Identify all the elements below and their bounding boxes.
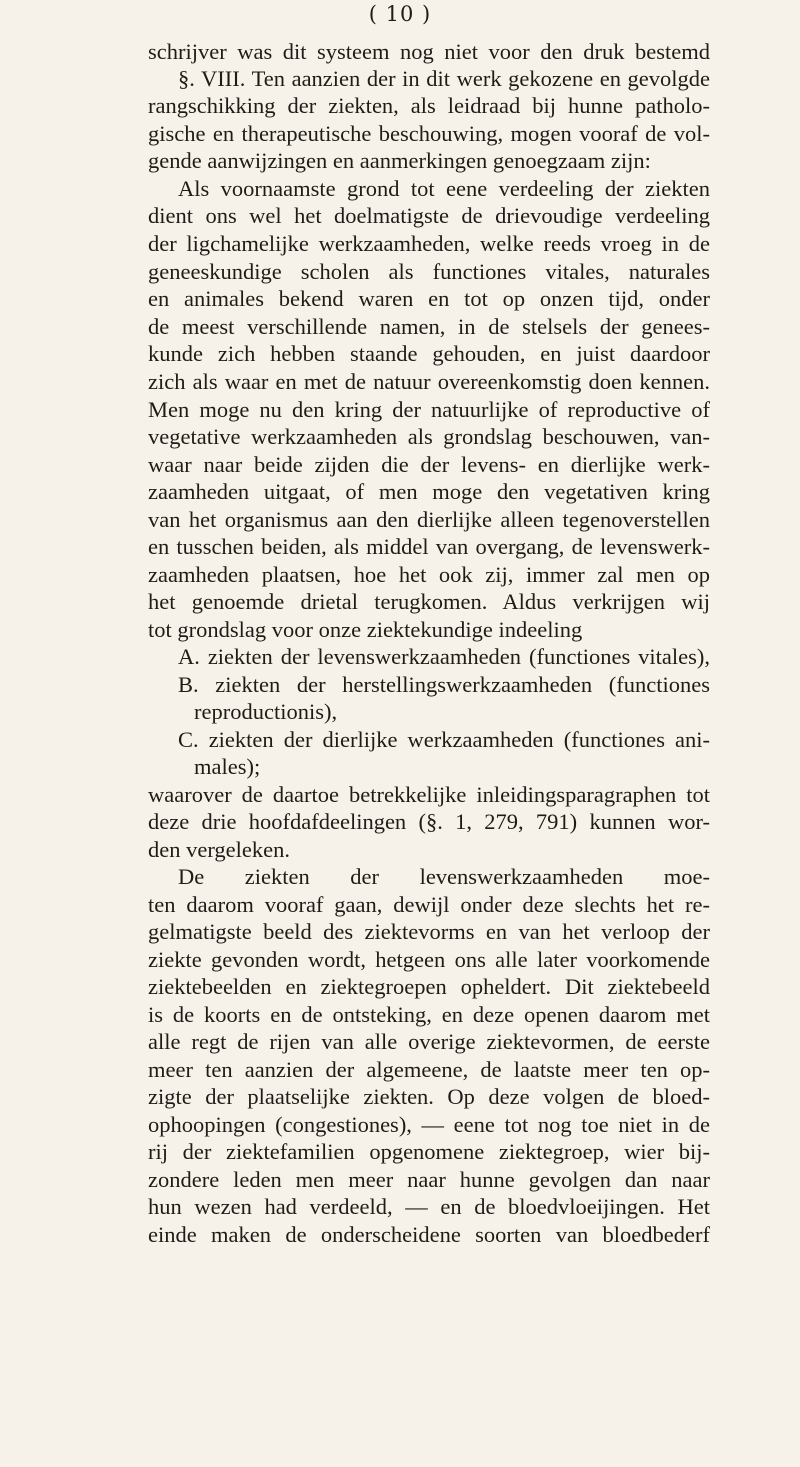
text-line: schrijver was dit systeem nog niet voor den druk bestemd (148, 39, 710, 64)
text-line: Als voornaamste grond tot eene verdeeling der ziekten (178, 176, 710, 201)
text-line: zigte der plaatselijke ziekten. Op deze volgen de bloed- (148, 1084, 710, 1109)
text-line: het genoemde drietal terugkomen. Aldus verkrijgen wij (148, 589, 710, 614)
text-line: zondere leden men meer naar hunne gevolgen dan naar (148, 1167, 710, 1192)
text-line: gelmatigste beeld des ziektevorms en van het verloop der (148, 919, 710, 944)
text-line: gische en therapeutische beschouwing, mogen vooraf de vol- (148, 121, 710, 146)
text-line: zaamheden uitgaat, of men moge den vegetativen kring (148, 479, 710, 504)
text-line: waarover de daartoe betrekkelijke inleidingsparagraphen tot (148, 782, 710, 807)
list-item-b-cont: reproductionis), (194, 699, 338, 724)
text-line: deze drie hoofdafdeelingen (§. 1, 279, 791) kunnen wor- (148, 809, 710, 834)
page-number: ( 10 ) (368, 2, 432, 26)
text-line: rangschikking der ziekten, als leidraad bij hunne patholo- (148, 93, 710, 118)
text-line: ziektebeelden en ziektegroepen opheldert. Dit ziektebeeld (148, 974, 710, 999)
text-line: de meest verschillende namen, in de stelsels der genees- (148, 314, 710, 339)
text-line: vegetative werkzaamheden als grondslag beschouwen, van- (148, 424, 710, 449)
text-line: zich als waar en met de natuur overeenkomstig doen kennen. (148, 369, 710, 394)
text-line: is de koorts en de ontsteking, en deze openen daarom met (148, 1002, 710, 1027)
text-line: meer ten aanzien der algemeene, de laatste meer ten op- (148, 1057, 710, 1082)
text-line: kunde zich hebben staande gehouden, en juist daardoor (148, 341, 710, 366)
text-line: De ziekten der levenswerkzaamheden moe- (178, 864, 710, 889)
text-line: dient ons wel het doelmatigste de drievoudige verdeeling (148, 203, 710, 228)
text-line: ten daarom vooraf gaan, dewijl onder deze slechts het re- (148, 892, 710, 917)
list-item-b: B. ziekten der herstellingswerkzaamheden (functiones (178, 672, 710, 697)
text-line: einde maken de onderscheidene soorten van bloedbederf (148, 1222, 710, 1247)
text-line: rij der ziektefamilien opgenomene ziektegroep, wier bij- (148, 1139, 710, 1164)
text-line: ziekte gevonden wordt, hetgeen ons alle later voorkomende (148, 947, 710, 972)
text-line: gende aanwijzingen en aanmerkingen genoegzaam zijn: (148, 148, 651, 173)
text-line: waar naar beide zijden die der levens- en dierlijke werk- (148, 452, 710, 477)
text-line: en animales bekend waren en tot op onzen tijd, onder (148, 286, 710, 311)
text-line: alle regt de rijen van alle overige ziektevormen, de eerste (148, 1029, 710, 1054)
text-line: hun wezen had verdeeld, — en de bloedvloeijingen. Het (148, 1194, 710, 1219)
text-line: §. VIII. Ten aanzien der in dit werk gekozene en gevolgde (178, 66, 710, 91)
text-line: tot grondslag voor onze ziektekundige indeeling (148, 617, 583, 642)
list-item-c: C. ziekten der dierlijke werkzaamheden (functiones ani- (178, 727, 710, 752)
list-item-c-cont: males); (194, 754, 261, 779)
list-item-a: A. ziekten der levenswerkzaamheden (functiones vitales), (178, 644, 710, 669)
text-line: den vergeleken. (148, 837, 291, 862)
text-line: zaamheden plaatsen, hoe het ook zij, immer zal men op (148, 562, 710, 587)
text-line: en tusschen beiden, als middel van overgang, de levenswerk- (148, 534, 710, 559)
text-line: ophoopingen (congestiones), — eene tot nog toe niet in de (148, 1112, 710, 1137)
text-line: der ligchamelijke werkzaamheden, welke reeds vroeg in de (148, 231, 710, 256)
text-line: geneeskundige scholen als functiones vitales, naturales (148, 259, 710, 284)
text-line: Men moge nu den kring der natuurlijke of reproductive of (148, 397, 710, 422)
text-line: van het organismus aan den dierlijke alleen tegenoverstellen (148, 507, 710, 532)
